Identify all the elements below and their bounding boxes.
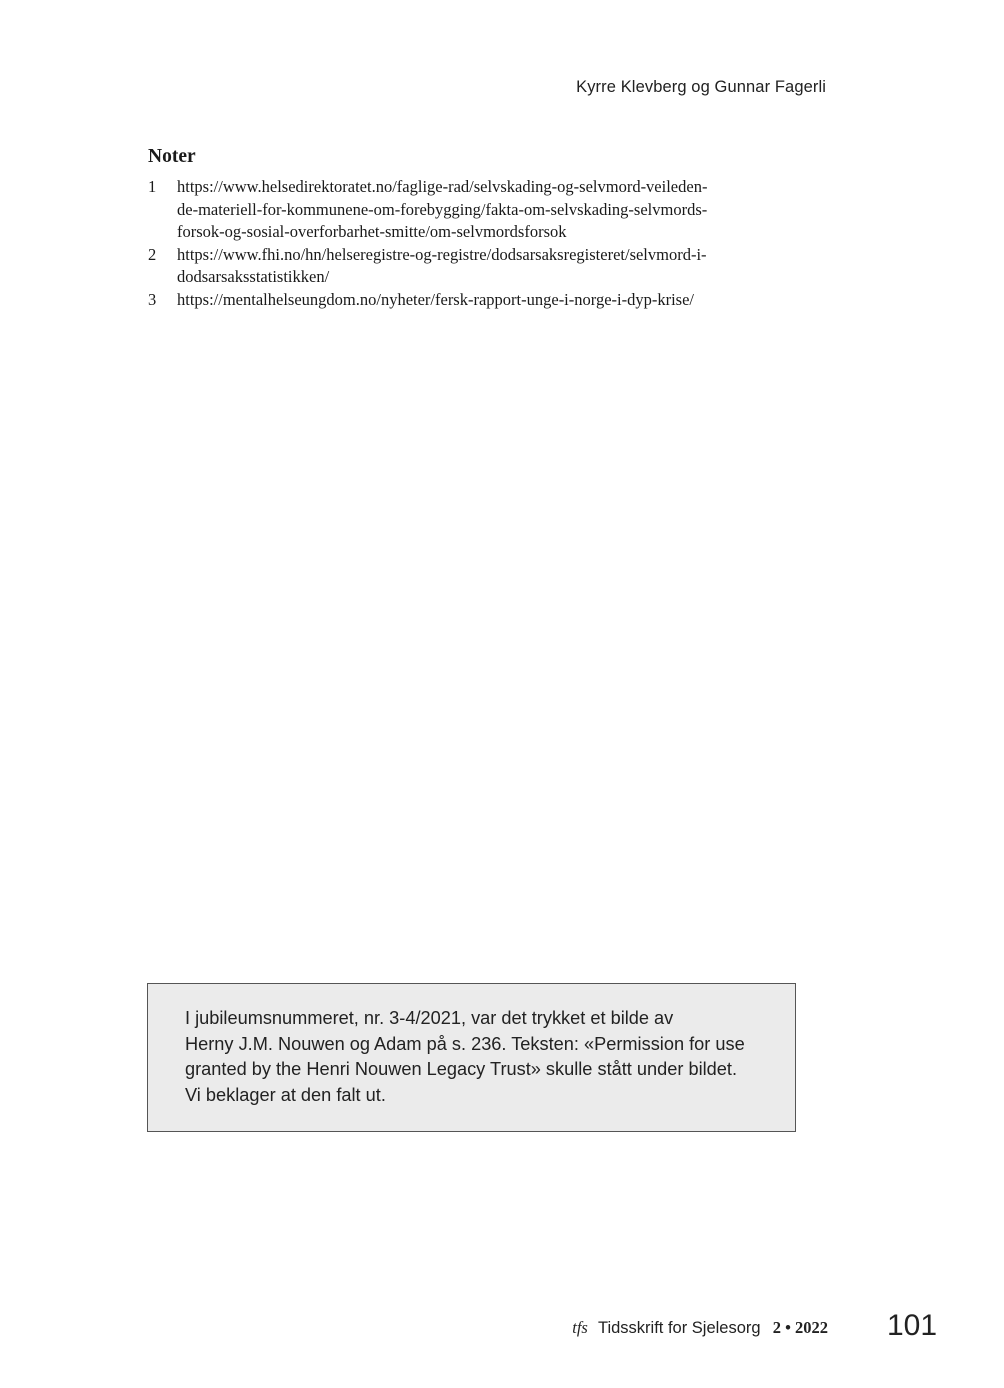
note-line: forsok-og-sosial-overforbarhet-smitte/om-selvmordsforsok <box>177 222 567 241</box>
note-link[interactable] <box>177 244 807 289</box>
note-line: de-materiell-for-kommunene-om-forebygging/fakta-om-selvskading-selvmords- <box>177 199 708 219</box>
note-line: https://www.fhi.no/hn/helseregistre-og-registre/dodsarsaksregisteret/selvmord-i- <box>177 244 707 264</box>
journal-issue: 2 • 2022 <box>772 1318 828 1337</box>
page-footer <box>572 1318 828 1338</box>
page-number: 101 <box>887 1309 938 1342</box>
running-head-authors: Kyrre Klevberg og Gunnar Fagerli <box>576 78 826 96</box>
note-number: 3 <box>148 289 157 309</box>
note-link[interactable] <box>177 176 807 244</box>
notes-heading: Noter <box>148 146 196 167</box>
note-line: dodsarsaksstatistikken/ <box>177 267 330 286</box>
correction-line: Herny J.M. Nouwen og Adam på s. 236. Teksten: «Permission for use <box>185 1033 745 1054</box>
note-link[interactable] <box>177 289 807 312</box>
correction-line: I jubileumsnummeret, nr. 3-4/2021, var det trykket et bilde av <box>185 1008 674 1028</box>
correction-line: Vi beklager at den falt ut. <box>185 1084 386 1105</box>
journal-title: Tidsskrift for Sjelesorg <box>597 1319 761 1337</box>
note-item <box>148 244 808 289</box>
notes-section <box>148 146 808 311</box>
correction-notice-box <box>147 983 796 1132</box>
note-number: 2 <box>148 244 157 264</box>
note-line: https://www.helsedirektoratet.no/faglige-rad/selvskading-og-selvmord-veileden- <box>177 177 708 196</box>
note-item <box>148 176 808 244</box>
correction-line: granted by the Henri Nouwen Legacy Trust» skulle stått under bildet. <box>185 1059 738 1079</box>
journal-abbreviation: tfs <box>572 1318 588 1337</box>
correction-notice-text <box>185 1006 745 1108</box>
note-line: https://mentalhelseungdom.no/nyheter/fersk-rapport-unge-i-norge-i-dyp-krise/ <box>177 289 695 309</box>
note-item <box>148 289 808 312</box>
note-number: 1 <box>148 177 157 196</box>
